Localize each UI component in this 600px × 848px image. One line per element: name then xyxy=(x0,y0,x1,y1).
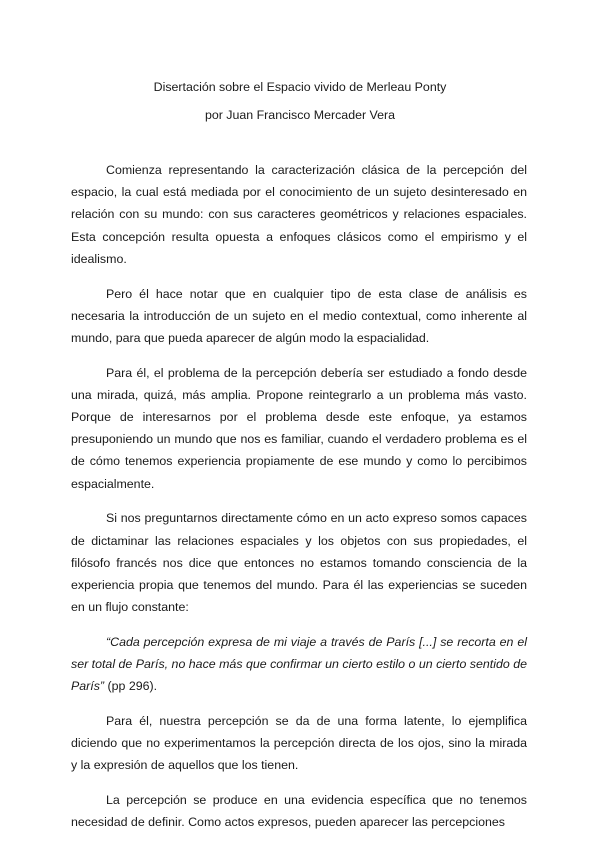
paragraph-2: Pero él hace notar que en cualquier tipo de esta clase de análisis es necesaria la introducción de un sujeto en el medio contextual, como inherente al mundo, para que pueda aparecer de algún modo la espacialidad. xyxy=(71,286,527,345)
paragraph-5: Para él, nuestra percepción se da de una forma latente, lo ejemplifica diciendo que no experimentamos la percepción directa de los ojos, sino la mirada y la expresión de aquellos que los tienen. xyxy=(71,713,527,773)
paragraph-6: La percepción se produce en una evidencia específica que no tenemos necesidad de definir. Como actos expresos, pueden aparecer las percepciones xyxy=(71,793,527,830)
paragraph-1: Comienza representando la caracterización clásica de la percepción del espacio, la cual está mediada por el conocimiento de un sujeto desinteresado en relación con su mundo: con sus caracteres geométricos y relaciones espaciales. Esta concepción resulta opuesta a enfoques clásicos como el empirismo y el idealismo. xyxy=(71,163,527,266)
document-author: por Juan Francisco Mercader Vera xyxy=(204,108,396,122)
quote-text: “Cada percepción expresa de mi viaje a través de París [...] se recorta en el ser total de París, no hace más que confirmar un cierto estilo o un cierto sentido de París” xyxy=(71,634,527,694)
document-title: Disertación sobre el Espacio vivido de Merleau Ponty xyxy=(153,80,447,94)
document-body xyxy=(71,159,527,846)
quote-citation: (pp 296). xyxy=(104,679,158,694)
paragraph-4: Si nos preguntarnos directamente cómo en un acto expreso somos capaces de dictaminar las relaciones espaciales y los objetos con sus propiedades, el filósofo francés nos dice que entonces no estamos tomando consciencia de la experiencia propia que tenemos del mundo. Para él las experiencias se suceden en un flujo constante: xyxy=(71,511,527,615)
quote-paragraph xyxy=(71,631,527,698)
paragraph-3: Para él, el problema de la percepción debería ser estudiado a fondo desde una mirada, quizá, más amplia. Propone reintegrarlo a un problema más vasto. Porque de interesarnos por el problema desde este enfoque, ya estamos presuponiendo un mundo que nos es familiar, cuando el verdadero problema es el de cómo tenemos experiencia propiamente de ese mundo y como lo percibimos espacialmente. xyxy=(71,365,527,491)
